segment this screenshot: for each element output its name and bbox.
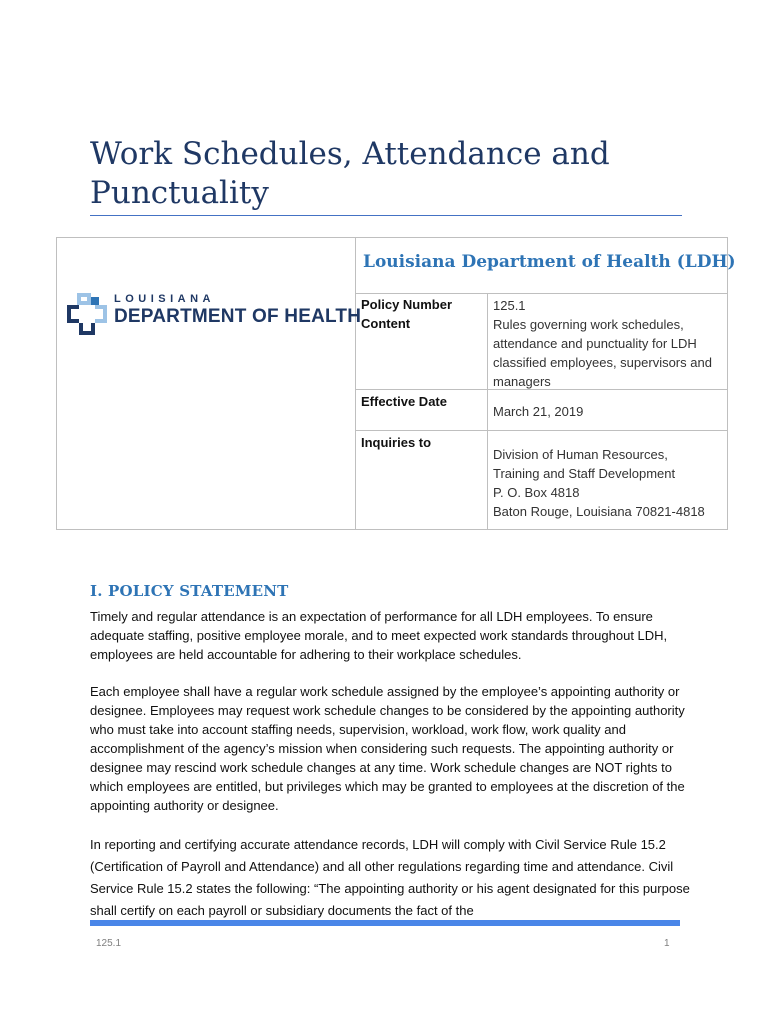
inquiries-row [355, 431, 727, 529]
logo-department-text: DEPARTMENT OF HEALTH [114, 306, 362, 327]
inquiries-label: Inquiries to [361, 435, 432, 450]
ldh-cross-logo-icon [67, 293, 109, 335]
address-line: P. O. Box 4818 [493, 485, 580, 500]
address-line: Division of Human Resources, [493, 447, 668, 462]
agency-header-row [355, 238, 736, 294]
policy-paragraph: In reporting and certifying accurate attendance records, LDH will comply with Civil Service Rule 15.2 (Certification of Payroll and Attendance) and all other regulations regarding time and attendance. Civil Service Rule 15.2 states the following: “The appointing authority or his agent designated for this purpose shall certify on each payroll or subsidiary documents the fact of the [90, 837, 690, 918]
effective-date-value: March 21, 2019 [487, 390, 725, 430]
logo-state-text: LOUISIANA [114, 293, 215, 305]
content-label: Content [361, 316, 411, 331]
footer-bar [90, 920, 680, 926]
title-underline [90, 215, 682, 216]
policy-paragraph: Each employee shall have a regular work schedule assigned by the employee’s appointing authority or designee. Employees may request work schedule changes to be considered by the appointing authority who must take into account staffing needs, supervision, workload, work flow, work quality and accomplishment of the agency’s mission when considering such requests. The appointing authority or designee may rescind work schedule changes at any time. Work schedule changes are NOT rights to which employees are entitled, but privileges which may be granted to employees at the discretion of the appointing authority or designee. [90, 684, 685, 813]
policy-paragraph: Timely and regular attendance is an expectation of performance for all LDH employees. To ensure adequate staffing, positive employee morale, and to meet expected work standards throughout LDH, employees are held accountable for adhering to their workplace schedules. [90, 609, 668, 662]
footer-policy-number: 125.1 [96, 938, 122, 949]
ldh-logo [67, 293, 362, 335]
agency-name: Louisiana Department of Health (LDH) [363, 252, 736, 272]
effective-date-label: Effective Date [361, 394, 447, 409]
address-line: Training and Staff Development [493, 466, 676, 481]
page-number: 1 [664, 938, 670, 949]
content-value: Rules governing work schedules, attendance and punctuality for LDH classified employees, supervisors and managers [493, 317, 712, 389]
section-heading: I. POLICY STATEMENT [90, 582, 289, 600]
inquiries-address [487, 431, 725, 529]
policy-number-value: 125.1 [493, 298, 526, 313]
effective-date-row [355, 390, 727, 431]
policy-info-table [56, 237, 736, 530]
address-line: Baton Rouge, Louisiana 70821-4818 [493, 504, 705, 519]
document-title: Work Schedules, Attendance and Punctuality [90, 136, 610, 211]
policy-number-content-values [487, 293, 725, 389]
policy-number-content-row [355, 293, 727, 390]
logo-cell [57, 238, 362, 529]
policy-number-label: Policy Number [361, 297, 453, 312]
